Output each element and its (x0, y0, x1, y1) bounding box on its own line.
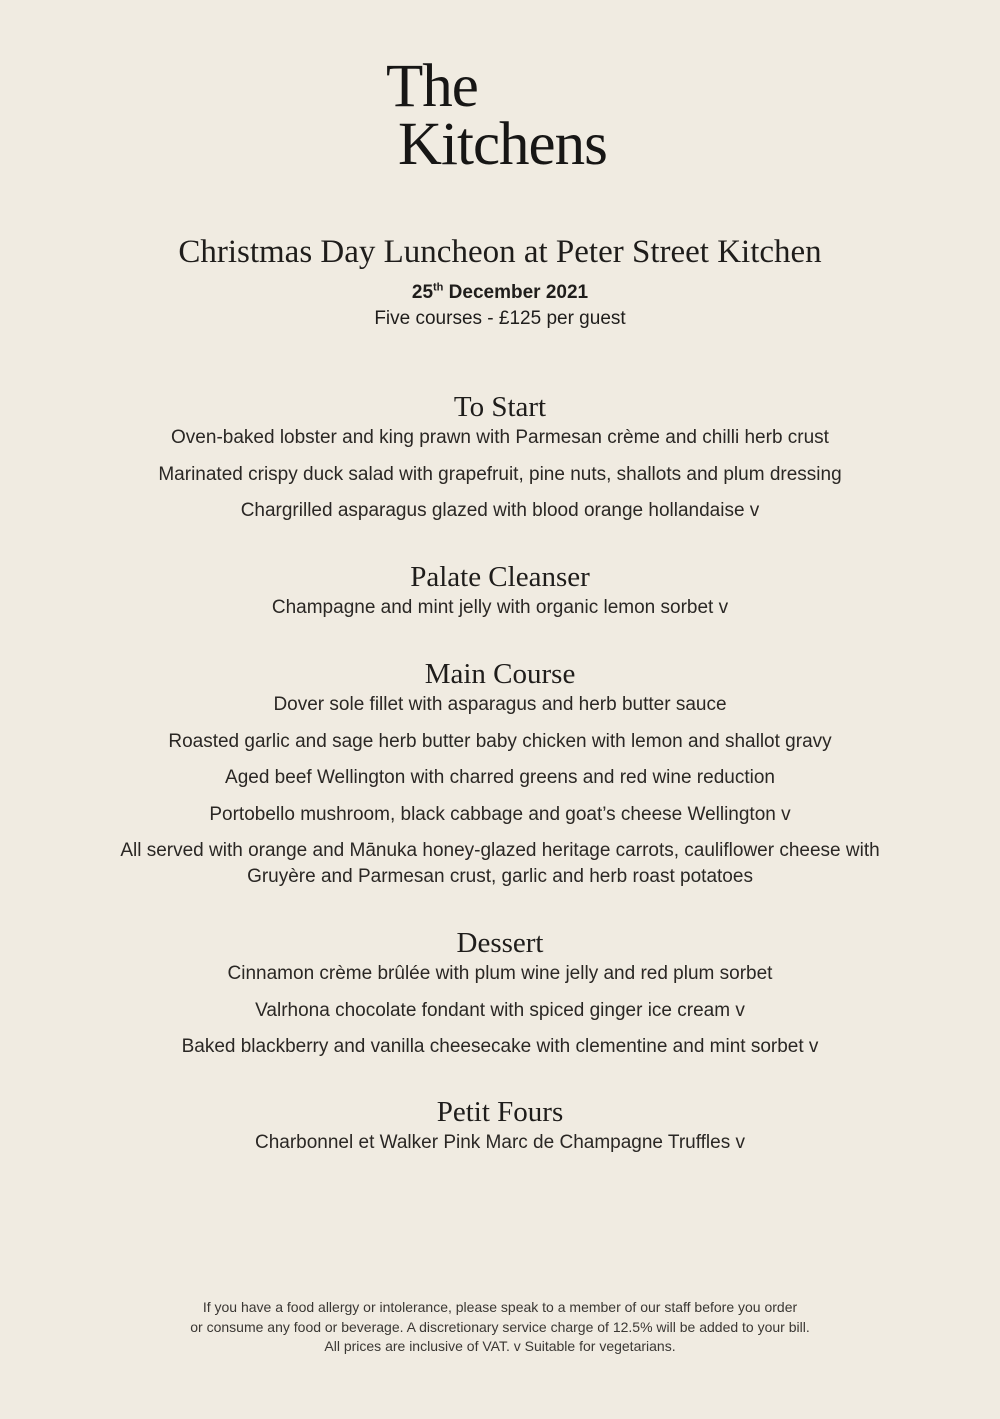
menu-title: Christmas Day Luncheon at Peter Street Kitchen (178, 234, 822, 270)
menu-item: Oven-baked lobster and king prawn with Parmesan crème and chilli herb crust (171, 427, 829, 448)
section-heading-petit-fours: Petit Fours (436, 1096, 564, 1128)
section-to-start (0, 389, 1000, 535)
footer-line: or consume any food or beverage. A discretionary service charge of 12.5% will be added to your bill. (190, 1318, 810, 1335)
section-palate-cleanser (0, 559, 1000, 632)
date-month-year: December 2021 (443, 282, 589, 303)
menu-item: Champagne and mint jelly with organic lemon sorbet v (271, 597, 729, 618)
menu-item: Valrhona chocolate fondant with spiced ginger ice cream v (255, 999, 745, 1021)
date-day: 25 (411, 282, 434, 303)
section-heading-to-start: To Start (453, 391, 547, 423)
footer-line: If you have a food allergy or intolerance, please speak to a member of our staff before you order (202, 1299, 798, 1315)
menu-item: Dover sole fillet with asparagus and herb butter sauce (273, 694, 727, 715)
menu-item-sides: All served with orange and Mānuka honey-glazed heritage carrots, cauliflower cheese with Gruyère and Parmesan crust, garlic and herb roast potatoes (120, 840, 880, 887)
section-dessert (0, 925, 1000, 1071)
section-petit-fours (0, 1094, 1000, 1167)
section-main-course (0, 656, 1000, 901)
menu-item: Aged beef Wellington with charred greens and red wine reduction (225, 767, 775, 788)
menu-item: Cinnamon crème brûlée with plum wine jelly and red plum sorbet (227, 963, 773, 984)
date-suffix: th (433, 281, 444, 294)
menu-item: Baked blackberry and vanilla cheesecake with clementine and mint sorbet v (181, 1036, 819, 1057)
logo-line-kitchens: Kitchens (398, 111, 607, 178)
logo-line-the: The (386, 53, 478, 120)
section-heading-palate-cleanser: Palate Cleanser (410, 561, 590, 593)
price-line: Five courses - £125 per guest (374, 308, 626, 329)
section-heading-dessert: Dessert (456, 927, 544, 959)
menu-item: Portobello mushroom, black cabbage and goat’s cheese Wellington v (209, 803, 791, 825)
footer-line: All prices are inclusive of VAT. v Suitable for vegetarians. (324, 1338, 676, 1354)
the-kitchens-logo (386, 53, 607, 178)
section-heading-main-course: Main Course (424, 658, 576, 690)
menu-item: Marinated crispy duck salad with grapefruit, pine nuts, shallots and plum dressing (158, 463, 842, 485)
allergy-notice (0, 1298, 1000, 1357)
event-date (0, 280, 1000, 306)
menu-item: Chargrilled asparagus glazed with blood orange hollandaise v (240, 500, 760, 521)
menu-item: Charbonnel et Walker Pink Marc de Champagne Truffles v (254, 1132, 745, 1153)
menu-item: Roasted garlic and sage herb butter baby chicken with lemon and shallot gravy (168, 730, 832, 752)
